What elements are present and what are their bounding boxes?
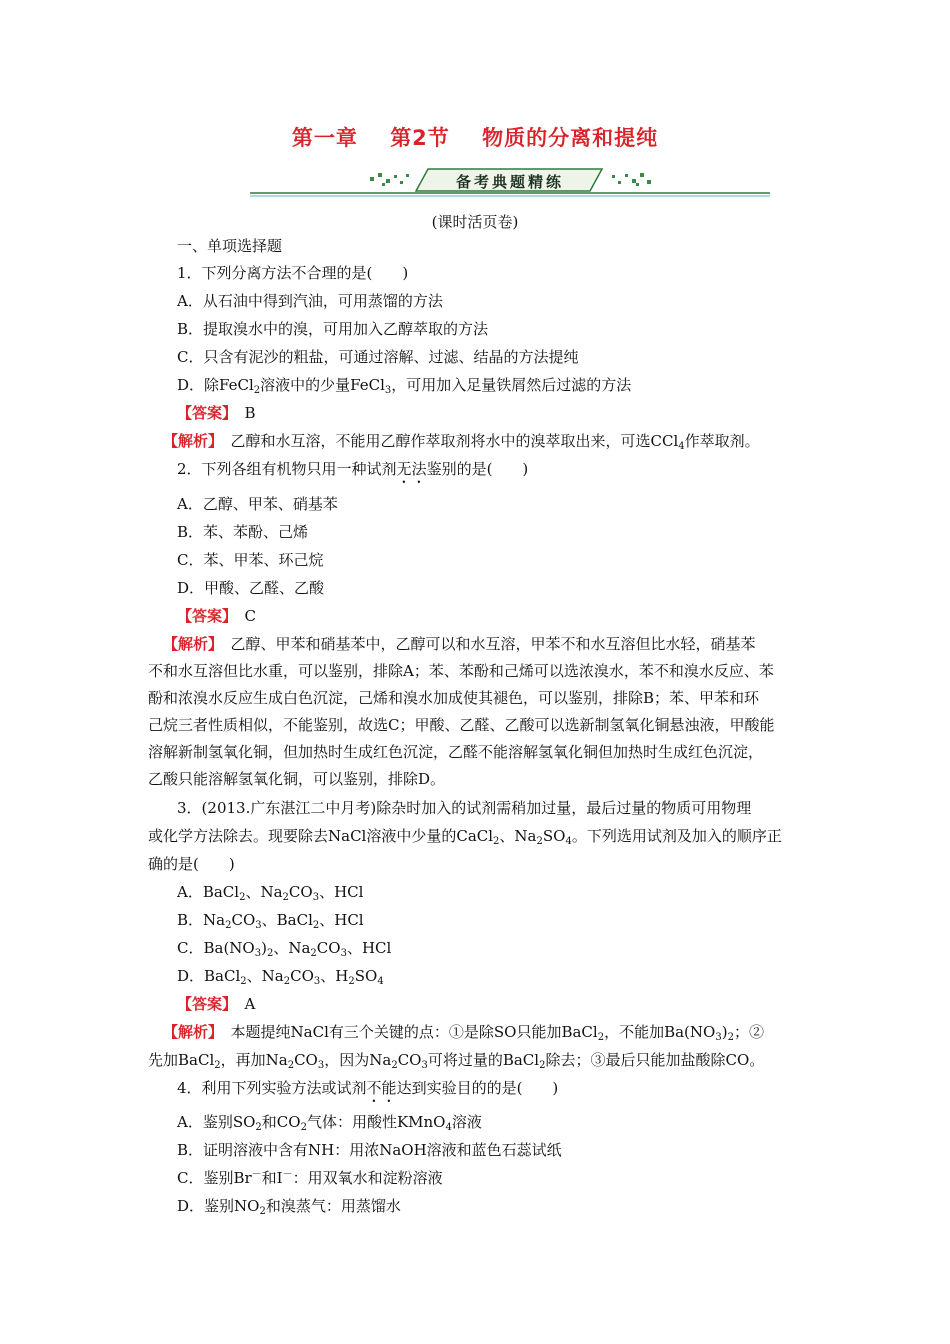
section-banner [250, 165, 770, 199]
q2-analysis-line-6: 乙酸只能溶解氢氧化铜，可以鉴别，排除D。 [148, 770, 446, 788]
q2-analysis-line-2: 不和水互溶但比水重，可以鉴别，排除A；苯、苯酚和己烯可以选浓溴水，苯不和溴水反应、苯 [148, 662, 774, 680]
topic-label: 物质的分离和提纯 [482, 126, 659, 150]
q3-analysis-line-1: 【解析】 本题提纯NaCl有三个关键的点：①是除SO只能加BaCl$_2$，不能加$Ba(NO_3)_2$；② [163, 1023, 764, 1043]
q1-stem: 1．下列分离方法不合理的是( ) [177, 264, 409, 282]
q3-option-d: D．BaCl$_2$、$Na_2CO_3$、$H_2SO_4$ [177, 967, 384, 987]
q1-analysis: 【解析】 乙醇和水互溶，不能用乙醇作萃取剂将水中的溴萃取出来，可选CCl$_4$作萃取剂。 [163, 432, 760, 452]
q4-stem: 4．利用下列实验方法或试剂不能达到实验目的的是( ) [177, 1079, 559, 1097]
q2-stem: 2．下列各组有机物只用一种试剂无法鉴别的是( ) [177, 460, 529, 478]
q3-answer: 【答案】 A [177, 995, 256, 1013]
q1-option-b: B．提取溴水中的溴，可用加入乙醇萃取的方法 [177, 320, 489, 338]
q1-option-d: D．除FeCl$_2$溶液中的少量FeCl$_3$，可用加入足量铁屑然后过滤的方法 [177, 376, 632, 396]
q2-answer: 【答案】 C [177, 607, 257, 625]
q3-stem-line-2: 或化学方法除去。现要除去NaCl溶液中少量的CaCl$_2$、$Na_2SO_4$。下列选用试剂及加入的顺序正 [148, 827, 782, 847]
q4-option-b: B．证明溶液中含有NH：用浓NaOH溶液和蓝色石蕊试纸 [177, 1141, 562, 1159]
part-title: 一、单项选择题 [177, 237, 283, 255]
q3-stem-line-1: 3．(2013.广东湛江二中月考)除杂时加入的试剂需稍加过量，最后过量的物质可用物理 [177, 799, 752, 817]
q2-analysis-line-4: 己烷三者性质相似，不能鉴别，故选C；甲酸、乙醛、乙酸可以选新制氢氧化铜悬浊液，甲酸能 [148, 716, 775, 734]
q3-stem-line-3: 确的是( ) [148, 855, 235, 873]
section-label: 第2节 [390, 126, 450, 150]
q3-option-b: B．$Na_2CO_3$、BaCl$_2$、HCl [177, 911, 364, 931]
q3-analysis-line-2: 先加BaCl$_2$，再加$Na_2CO_3$，因为$Na_2CO_3$可将过量的BaCl$_2$除去；③最后只能加盐酸除CO。 [148, 1051, 765, 1071]
q4-option-d: D．鉴别$NO_2$和溴蒸气：用蒸馏水 [177, 1197, 401, 1217]
q2-option-b: B．苯、苯酚、己烯 [177, 523, 309, 541]
q2-option-d: D．甲酸、乙醛、乙酸 [177, 579, 325, 597]
banner-label: 备考典题精练 [455, 173, 564, 191]
q4-option-a: A．鉴别$SO_2$和$CO_2$气体：用酸性KMnO$_4$溶液 [177, 1113, 482, 1133]
q2-option-a: A．乙醇、甲苯、硝基苯 [177, 495, 338, 513]
q2-analysis-line-1: 【解析】 乙醇、甲苯和硝基苯中，乙醇可以和水互溶，甲苯不和水互溶但比水轻，硝基苯 [163, 635, 756, 653]
page-title [0, 122, 950, 152]
q1-option-c: C．只含有泥沙的粗盐，可通过溶解、过滤、结晶的方法提纯 [177, 348, 579, 366]
q1-option-a: A．从石油中得到汽油，可用蒸馏的方法 [177, 292, 443, 310]
q1-answer: 【答案】 B [177, 404, 256, 422]
q2-option-c: C．苯、甲苯、环己烷 [177, 551, 324, 569]
subtitle: (课时活页卷) [431, 213, 519, 231]
q3-option-a: A．BaCl$_2$、$Na_2CO_3$、HCl [177, 883, 364, 903]
q4-option-c: C．鉴别Br－和I－：用双氧水和淀粉溶液 [177, 1169, 443, 1187]
chapter-label: 第一章 [291, 126, 358, 150]
q2-analysis-line-3: 酚和浓溴水反应生成白色沉淀，己烯和溴水加成使其褪色，可以鉴别，排除B；苯、甲苯和环 [148, 689, 760, 707]
q2-analysis-line-5: 溶解新制氢氧化铜，但加热时生成红色沉淀，乙醛不能溶解氢氧化铜但加热时生成红色沉淀， [148, 743, 764, 761]
q3-option-c: C．$Ba(NO_3)_2$、$Na_2CO_3$、HCl [177, 939, 392, 959]
